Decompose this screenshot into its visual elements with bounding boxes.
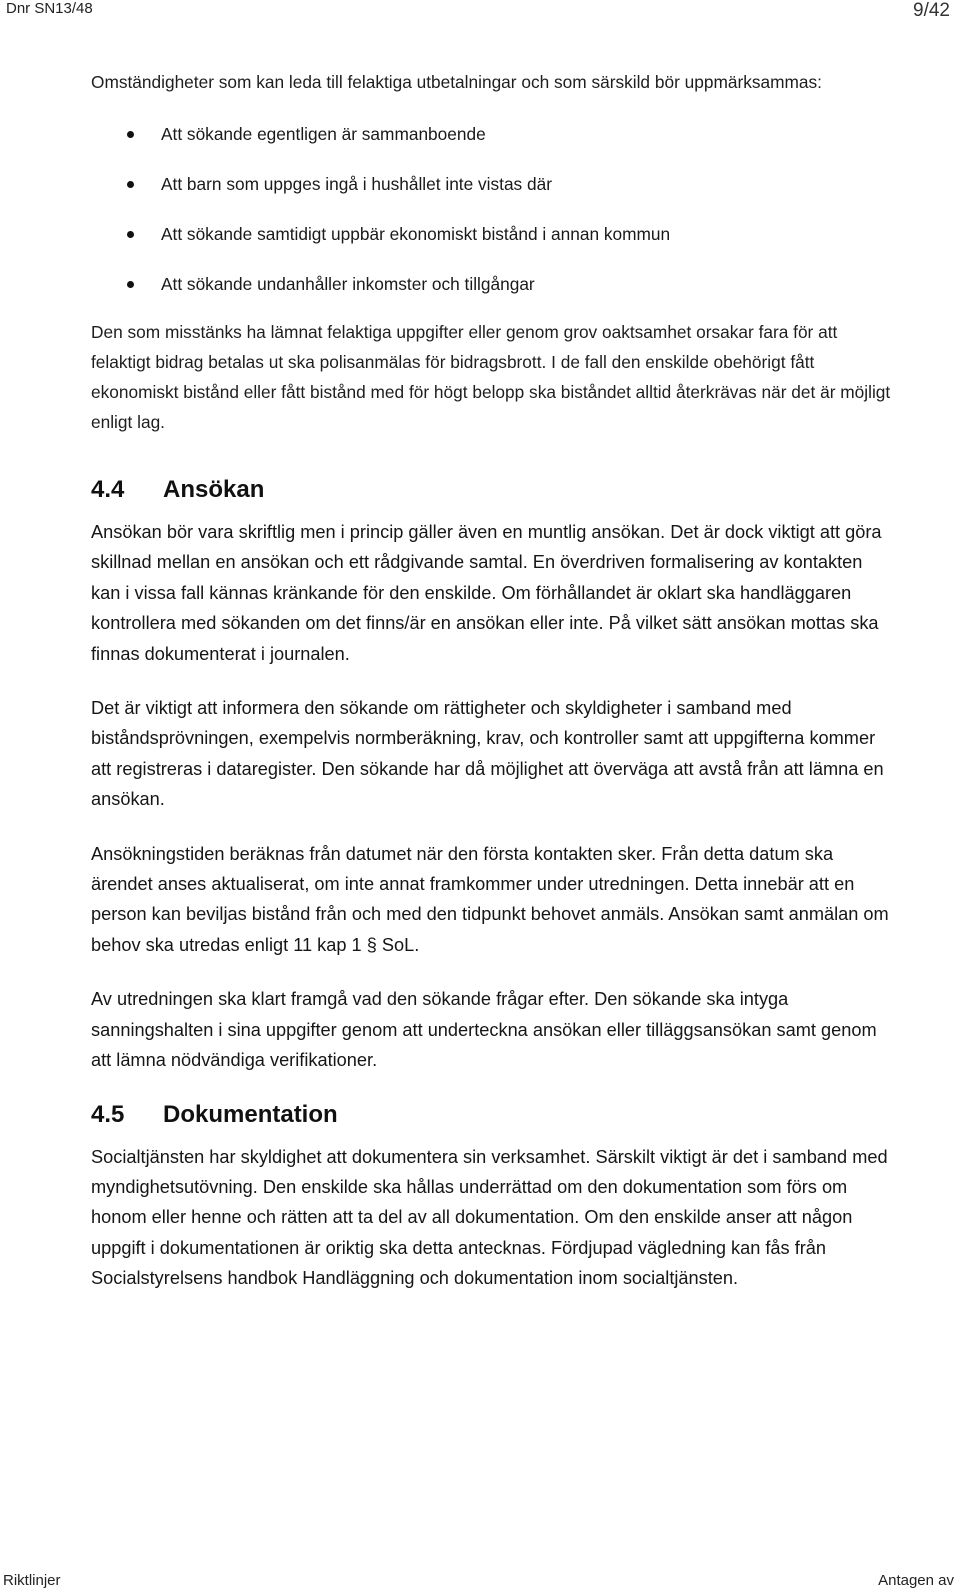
list-item [91, 219, 891, 269]
section-number: 4.5 [91, 1100, 125, 1128]
section-heading-ansokan [91, 475, 891, 505]
footer-label: Riktlinjer [3, 1572, 61, 1589]
list-item [91, 269, 891, 301]
section-title: Ansökan [163, 476, 265, 503]
bullet-icon [127, 231, 134, 238]
paragraph: Ansökningstiden beräknas från datumet när den första kontakten sker. Från detta datum ska ärendet anses aktualiserat, om inte annat framkommer under utredningen. Detta innebär att en person kan beviljas bistånd från och med den tidpunkt behovet anmäls. Ansökan samt anmälan om behov ska utredas enligt 11 kap 1 § SoL. [91, 843, 889, 955]
fraud-paragraph: Den som misstänks ha lämnat felaktiga uppgifter eller genom grov oaktsamhet orsakar fara för att felaktigt bidrag betalas ut ska polisanmälas för bidragsbrott. I de fall den enskilde obehörigt fått ekonomiskt bistånd eller fått bistånd med för högt belopp ska biståndet alltid återkrävas när det är möjligt enligt lag. [91, 322, 891, 432]
bullet-icon [127, 131, 134, 138]
document-body [91, 67, 891, 1318]
section-number: 4.4 [91, 476, 125, 503]
list-item-text: Att sökande samtidigt uppbär ekonomiskt bistånd i annan kommun [161, 224, 671, 244]
paragraph: Socialtjänsten har skyldighet att dokumentera sin verksamhet. Särskilt viktigt är det i samband med myndighetsutövning. Den enskilde ska hållas underrättad om den dokumentation som förs om honom eller henne och rätten att ta del av all dokumentation. Om den enskilde anser att någon uppgift i dokumentationen är oriktig ska detta antecknas. Fördjupad vägledning kan fås från Socialstyrelsens handbok Handläggning och dokumentation inom socialtjänsten. [91, 1146, 888, 1289]
list-item-text: Att barn som uppges ingå i hushållet inte vistas där [161, 174, 552, 194]
bullet-icon [127, 181, 134, 188]
paragraph: Det är viktigt att informera den sökande om rättigheter och skyldigheter i samband med biståndsprövningen, exempelvis normberäkning, krav, och kontroller samt att uppgifterna kommer att registreras i dataregister. Den sökande har då möjlighet att överväga att avstå från att lämna en ansökan. [91, 698, 884, 810]
section-title: Dokumentation [163, 1100, 338, 1128]
risk-list [91, 119, 891, 301]
paragraph: Ansökan bör vara skriftlig men i princip gäller även en muntlig ansökan. Det är dock viktigt att göra skillnad mellan en ansökan och ett rådgivande samtal. En överdriven formalisering av kontakten kan i vissa fall kännas kränkande för den enskilde. Om förhållandet är oklart ska handläggaren kontrollera med sökanden om det finns/är en ansökan eller inte. På vilket sätt ansökan mottas ska finnas dokumenterat i journalen. [91, 522, 882, 664]
document-reference: Dnr SN13/48 [6, 0, 93, 17]
footer-approval: Antagen av [878, 1572, 954, 1589]
bullet-icon [127, 281, 134, 288]
list-item [91, 119, 891, 169]
list-item [91, 169, 891, 219]
intro-paragraph: Omständigheter som kan leda till felaktiga utbetalningar och som särskild bör uppmärksammas: [91, 72, 822, 92]
list-item-text: Att sökande egentligen är sammanboende [161, 124, 486, 144]
section-heading-dokumentation [91, 1100, 891, 1130]
paragraph: Av utredningen ska klart framgå vad den sökande frågar efter. Den sökande ska intyga sanningshalten i sina uppgifter genom att underteckna ansökan eller tilläggsansökan samt genom att lämna nödvändiga verifikationer. [91, 989, 877, 1071]
page-number: 9/42 [913, 0, 950, 21]
list-item-text: Att sökande undanhåller inkomster och tillgångar [161, 274, 535, 294]
